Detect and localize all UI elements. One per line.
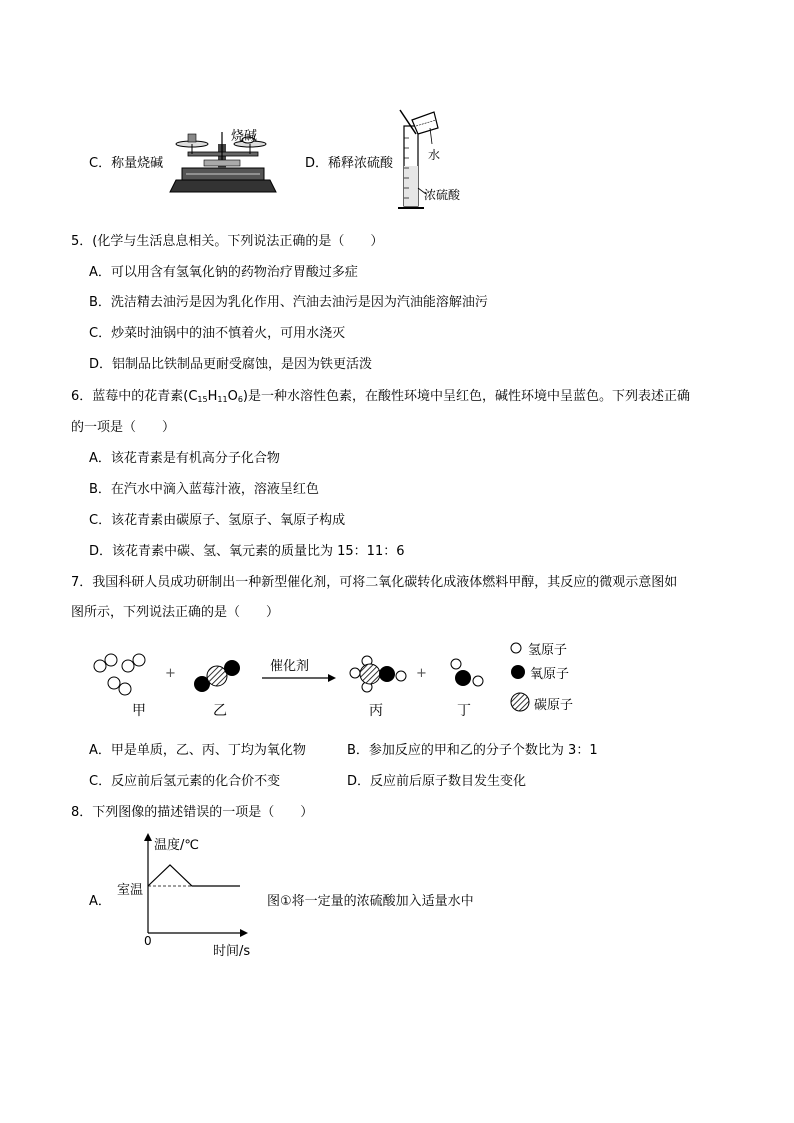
o-atom <box>224 660 240 676</box>
q7-option-b: B．参加反应的甲和乙的分子个数比为 3：1 <box>347 743 598 758</box>
o-atom <box>455 670 471 686</box>
c-atom <box>207 666 227 686</box>
h-atom <box>105 654 117 666</box>
q7-stem-line2: 图所示，下列说法正确的是（ ） <box>71 605 280 620</box>
q6-stem-part2: )是一种水溶性色素，在酸性环境中呈红色，碱性环境中呈蓝色。下列表述正确 <box>242 389 690 404</box>
q6-h: H <box>207 389 218 404</box>
legend-h-label: 氢原子 <box>528 643 568 658</box>
origin-label: 0 <box>144 934 152 948</box>
h-atom <box>108 677 120 689</box>
x-axis-label: 时间/s <box>213 944 251 959</box>
h-atom <box>350 668 360 678</box>
h-atom <box>451 659 461 669</box>
legend-o-label: 氧原子 <box>530 667 570 682</box>
balance-scale-figure <box>168 122 278 194</box>
label-ding: 丁 <box>457 703 471 719</box>
q8-option-a-desc: 图①将一定量的浓硫酸加入适量水中 <box>267 894 474 909</box>
option-c-label: C．称量烧碱 <box>89 156 164 171</box>
y-axis-label: 温度/℃ <box>154 838 199 853</box>
q5-option-a: A．可以用含有氢氧化钠的药物治疗胃酸过多症 <box>89 265 358 280</box>
h-atom <box>133 654 145 666</box>
legend-c-label: 碳原子 <box>534 698 574 713</box>
label-jia: 甲 <box>132 703 146 719</box>
q5-option-d: D．铝制品比铁制品更耐受腐蚀，是因为铁更活泼 <box>89 357 373 372</box>
h-atom <box>473 676 483 686</box>
room-temp-label: 室温 <box>117 883 144 898</box>
water-label: 水 <box>428 148 441 162</box>
option-d-label: D．稀释浓硫酸 <box>305 156 394 171</box>
q8-option-a-letter: A． <box>89 894 111 909</box>
q6-stem-line2: 的一项是（ ） <box>71 420 176 435</box>
o-atom <box>379 666 395 682</box>
h-atom <box>94 660 106 672</box>
q6-option-b: B．在汽水中滴入蓝莓汁液，溶液呈红色 <box>89 482 319 497</box>
temperature-curve <box>148 865 240 886</box>
q8-stem: 8．下列图像的描述错误的一项是（ ） <box>71 805 314 820</box>
q6-sub-o: 6 <box>237 395 243 404</box>
q6-option-c: C．该花青素由碳原子、氢原子、氧原子构成 <box>89 513 346 528</box>
q5-stem: 5．(化学与生活息息相关。下列说法正确的是（ ） <box>71 234 384 249</box>
q6-option-a: A．该花青素是有机高分子化合物 <box>89 451 280 466</box>
h-atom <box>396 671 406 681</box>
q7-option-d: D．反应前后原子数目发生变化 <box>347 774 527 789</box>
plus-sign-1: + <box>165 666 176 681</box>
q7-option-a: A．甲是单质，乙、丙、丁均为氧化物 <box>89 743 306 758</box>
legend-c-atom <box>511 693 529 711</box>
legend-h-atom <box>511 643 521 653</box>
q7-option-c: C．反应前后氢元素的化合价不变 <box>89 774 281 789</box>
conc-acid-label: 浓硫酸 <box>424 188 461 202</box>
q5-option-c: C．炒菜时油锅中的油不慎着火，可用水浇灭 <box>89 326 346 341</box>
caustic-soda-label: 烧碱 <box>231 129 258 144</box>
plus-sign-2: + <box>416 666 427 681</box>
q6-o: O <box>227 389 238 404</box>
label-bing: 丙 <box>369 703 383 719</box>
legend-o-atom <box>511 665 525 679</box>
q6-sub-c: 15 <box>197 395 208 404</box>
h-atom <box>119 683 131 695</box>
q6-option-d: D．该花青素中碳、氢、氧元素的质量比为 15：11：6 <box>89 544 405 559</box>
q6-stem-line1 <box>71 385 690 404</box>
h-atom <box>122 660 134 672</box>
q7-stem-line1: 7．我国科研人员成功研制出一种新型催化剂，可将二氧化碳转化成液体燃料甲醇，其反应的微观示意图如 <box>71 575 678 590</box>
q6-sub-h: 11 <box>217 395 228 404</box>
q5-option-b: B．洗洁精去油污是因为乳化作用、汽油去油污是因为汽油能溶解油污 <box>89 295 488 310</box>
c-atom <box>360 664 380 684</box>
catalyst-label: 催化剂 <box>270 659 310 674</box>
q6-stem-part1: 6．蓝莓中的花青素(C <box>71 389 198 404</box>
label-yi: 乙 <box>213 703 227 719</box>
